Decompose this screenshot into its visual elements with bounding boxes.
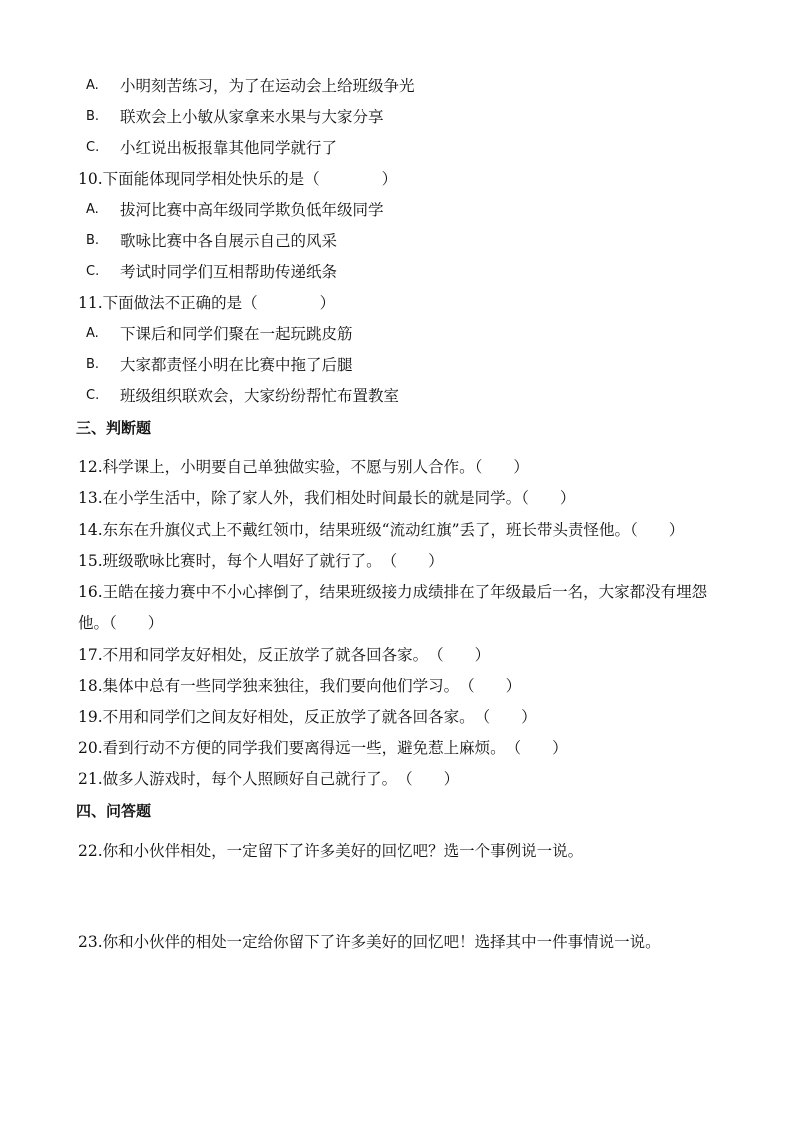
option-letter: C. (86, 388, 100, 403)
option-letter: C. (86, 264, 100, 279)
section-heading-judgment: 三、判断题 (76, 419, 152, 437)
judgment-question: 14.东东在升旗仪式上不戴红领巾，结果班级“流动红旗”丢了，班长带头责怪他。（ ） (78, 521, 685, 539)
judgment-question: 15.班级歌咏比赛时，每个人唱好了就行了。 （ ） (78, 552, 444, 570)
judgment-question: 12.科学课上，小明要自己单独做实验，不愿与别人合作。（ ） (78, 458, 529, 476)
option-letter: A. (86, 202, 99, 217)
judgment-question: 16.王皓在接力赛中不小心摔倒了，结果班级接力成绩排在了年级最后一名，大家都没有埋怨 (78, 583, 708, 601)
question-11: 11.下面做法不正确的是（ ） (78, 294, 336, 312)
judgment-question-continued: 他。（ ） (78, 614, 164, 632)
judgment-question: 20.看到行动不方便的同学我们要离得远一些，避免惹上麻烦。 （ ） (78, 739, 568, 757)
option-text: 考试时同学们互相帮助传递纸条 (120, 263, 338, 281)
option-text: 大家都责怪小明在比赛中拖了后腿 (120, 356, 353, 374)
option-letter: A. (86, 326, 99, 341)
section-heading-qa: 四、问答题 (76, 802, 152, 820)
option-text: 小红说出板报靠其他同学就行了 (120, 139, 338, 157)
option-letter: B. (86, 357, 100, 372)
option-text: 歌咏比赛中各自展示自己的风采 (120, 232, 338, 250)
judgment-question: 17.不用和同学友好相处，反正放学了就各回各家。 （ ） (78, 646, 491, 664)
option-text: 小明刻苦练习，为了在运动会上给班级争光 (120, 77, 415, 95)
option-letter: B. (86, 233, 100, 248)
option-letter: B. (86, 109, 100, 124)
option-text: 班级组织联欢会，大家纷纷帮忙布置教室 (120, 387, 400, 405)
option-text: 拔河比赛中高年级同学欺负低年级同学 (120, 201, 384, 219)
judgment-question: 13.在小学生活中，除了家人外，我们相处时间最长的就是同学。（ ） (78, 489, 576, 507)
option-text: 下课后和同学们聚在一起玩跳皮筋 (120, 325, 353, 343)
judgment-question: 19.不用和同学们之间友好相处，反正放学了就各回各家。 （ ） (78, 708, 537, 726)
option-letter: A. (86, 78, 99, 93)
option-text: 联欢会上小敏从家拿来水果与大家分享 (120, 108, 384, 126)
question-22: 22.你和小伙伴相处，一定留下了许多美好的回忆吧？选一个事例说一说。 (78, 842, 584, 860)
option-letter: C. (86, 140, 100, 155)
question-10: 10.下面能体现同学相处快乐的是（ ） (78, 170, 398, 188)
question-23: 23.你和小伙伴的相处一定给你留下了许多美好的回忆吧！选择其中一件事情说一说。 (78, 933, 661, 951)
judgment-question: 18.集体中总有一些同学独来独往，我们要向他们学习。 （ ） (78, 677, 522, 695)
judgment-question: 21.做多人游戏时，每个人照顾好自己就行了。 （ ） (78, 770, 460, 788)
